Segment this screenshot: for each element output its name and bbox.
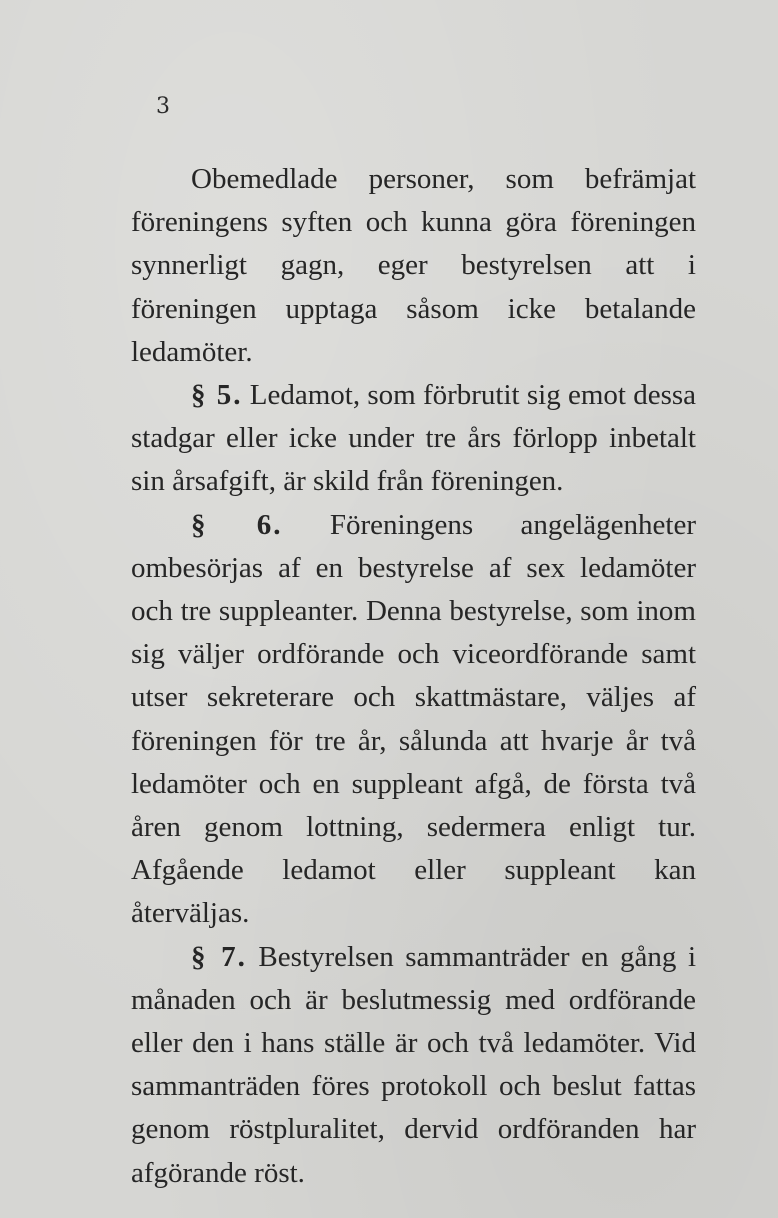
section-heading-6: § 6. bbox=[191, 508, 283, 541]
paragraph-section-6 bbox=[131, 504, 696, 936]
paragraph-section-5 bbox=[131, 374, 696, 504]
paragraph-text: Föreningens angelägenheter ombesörjas af en bestyrelse af sex ledamöter och tre suppleanter. Denna bestyrelse, som inom sig väljer ordförande och viceordförande samt utser sekreterare och skattmästare, väljes af föreningen för tre år, sålunda att hvarje år två ledamöter och en suppleant afgå, de första två åren genom lottning, sedermera enligt tur. Afgående ledamot eller suppleant kan återväljas. bbox=[131, 508, 697, 930]
body-text bbox=[131, 158, 696, 1195]
section-heading-5: § 5. bbox=[191, 379, 243, 412]
section-heading-7: § 7. bbox=[191, 940, 247, 973]
page-number: 3 bbox=[156, 94, 170, 119]
paragraph-text: Ledamot, som förbrutit sig emot dessa stadgar eller icke under tre års förlopp inbetalt sin årsafgift, är skild från föreningen. bbox=[131, 379, 697, 498]
paragraph-text: Bestyrelsen sammanträder en gång i månaden och är beslutmessig med ordförande eller den i hans ställe är och två ledamöter. Vid sammanträden föres protokoll och beslut fattas genom röstpluralitet, dervid ordföranden har afgörande röst. bbox=[131, 940, 697, 1189]
paragraph-intro bbox=[131, 158, 696, 374]
paragraph-section-7 bbox=[131, 936, 696, 1195]
paragraph-text: Obemedlade personer, som befrämjat föreningens syften och kunna göra föreningen synnerligt gagn, eger bestyrelsen att i föreningen upptaga såsom icke betalande ledamöter. bbox=[131, 163, 696, 368]
